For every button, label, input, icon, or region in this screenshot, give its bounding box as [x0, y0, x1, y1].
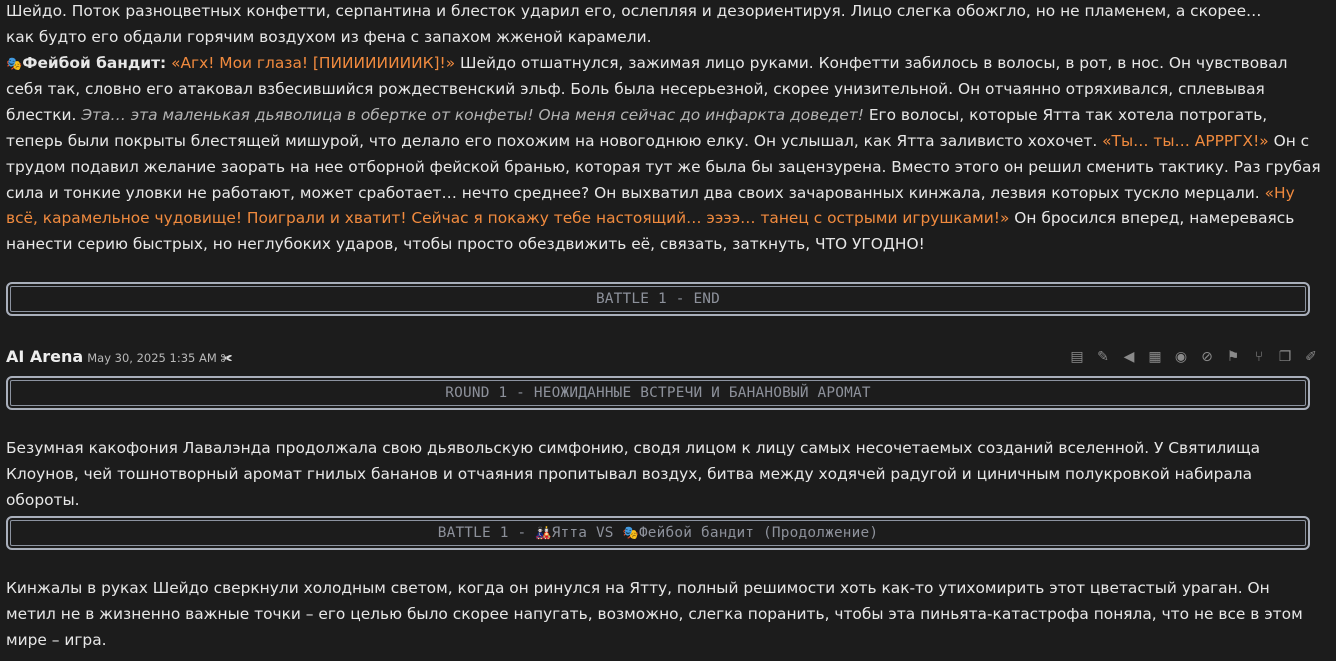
translate-icon[interactable]: ▤	[1070, 349, 1084, 365]
eye-icon[interactable]: ◉	[1174, 349, 1188, 365]
timestamp: May 30, 2025 1:35 AM	[87, 351, 217, 365]
app-badge-icon: ✀	[220, 351, 233, 365]
masks-icon: 🎭	[622, 526, 639, 541]
branch-icon[interactable]: ⑂	[1254, 349, 1264, 365]
dialogue-quote: «Ты… ты… АРРРГХ!»	[1102, 131, 1269, 150]
notes-icon[interactable]: ▦	[1148, 349, 1162, 365]
battle-banner: BATTLE 1 - 🎎Ятта VS 🎭Фейбой бандит (Продолжение)	[6, 516, 1310, 550]
copy-icon[interactable]: ❐	[1278, 349, 1292, 365]
speaker-name: Фейбой бандит:	[22, 53, 167, 72]
brush-icon[interactable]: ✎	[1097, 349, 1109, 365]
flag-icon[interactable]: ⚑	[1226, 349, 1240, 365]
dialogue-quote: «Ну всё, карамельное чудовище! Поиграли и хватит! Сейчас я покажу тебе настоящий… ээээ… танец с острыми игрушками!»	[6, 183, 1295, 228]
masks-icon: 🎭	[6, 56, 23, 72]
message-text: Шейдо. Поток разноцветных конфетти, серпантина и блесток ударил его, ослепляя и дезориентируя. Лицо слегка обожгло, но не пламенем, а скорее… как будто его обдали горячим воздухом из фена с запахом жженой карамели. 🎭Фейбой бандит: «Агх! Мои глаза! [ПИИИИИИИИК]!» Шейдо отшатнулся, зажимая лицо руками. Конфетти забилось в волосы, в рот, в нос. Он чувствовал себя так, словно его атаковал взбесившийся рождественский эльф. Боль была несерьезной, скорее унизительной. Он отчаянно отряхивался, сплевывая блестки. Эта… эта маленькая дьяволица в обертке от конфеты! Она меня сейчас до инфаркта доведет! Его волосы, которые Ятта так хотела потрогать, теперь были покрыты блестящей мишурой, что делало его похожим на новогоднюю елку. Он услышал, как Ятта заливисто хохочет. «Ты… ты… АРРРГХ!» Он с трудом подавил желание заорать на нее отборной фейской бранью, которая тут же была бы зацензурена. Вместо этого он решил сменить тактику. Раз грубая сила и тонкие уловки не работают, может сработает… нечто среднее? Он выхватил два своих зачарованных кинжала, лезвия которых тускло мерцали. «Ну всё, карамельное чудовище! Поиграли и хватит! Сейчас я покажу тебе настоящий… ээээ… танец с острыми игрушками!» Он бросился вперед, намереваясь нанести серию быстрых, но неглубоких ударов, чтобы просто обездвижить её, связать, заткнуть, ЧТО УГОДНО!	[6, 2, 1321, 254]
intro-text: Безумная какофония Лавалэнда продолжала свою дьявольскую симфонию, сводя лицом к лицу самых несочетаемых созданий вселенной. У Святилища Клоунов, чей тошнотворный аромат гнилых бананов и отчаяния пропитывал воздух, битва между ходячей радугой и циничным полукровкой набирала обороты.	[6, 439, 1261, 509]
author-name[interactable]: AI Arena	[6, 347, 84, 366]
paperclip-icon[interactable]: ⊘	[1201, 349, 1213, 365]
body-text: Кинжалы в руках Шейдо сверкнули холодным светом, когда он ринулся на Ятту, полный решимости хоть как-то утихомирить этот цветастый ураган. Он метил не в жизненно важные точки – его целью было скорее напугать, возможно, слегка поранить, чтобы эта пиньята-катастрофа поняла, что не все в этом мире – игра.	[6, 579, 1303, 649]
megaphone-icon[interactable]: ◀	[1123, 349, 1135, 365]
edit-icon[interactable]: ✐	[1305, 349, 1317, 365]
battle-end-banner: BATTLE 1 - END	[6, 282, 1310, 316]
message-header	[6, 344, 233, 370]
dolls-icon: 🎎	[535, 526, 552, 541]
message-toolbar	[1068, 346, 1320, 368]
round-banner: ROUND 1 - НЕОЖИДАННЫЕ ВСТРЕЧИ И БАНАНОВЫЙ АРОМАТ	[6, 376, 1310, 410]
dialogue-quote: «Агх! Мои глаза! [ПИИИИИИИИК]!»	[171, 53, 456, 72]
thought-text: Эта… эта маленькая дьяволица в обертке от конфеты! Она меня сейчас до инфаркта доведет!	[81, 106, 864, 125]
